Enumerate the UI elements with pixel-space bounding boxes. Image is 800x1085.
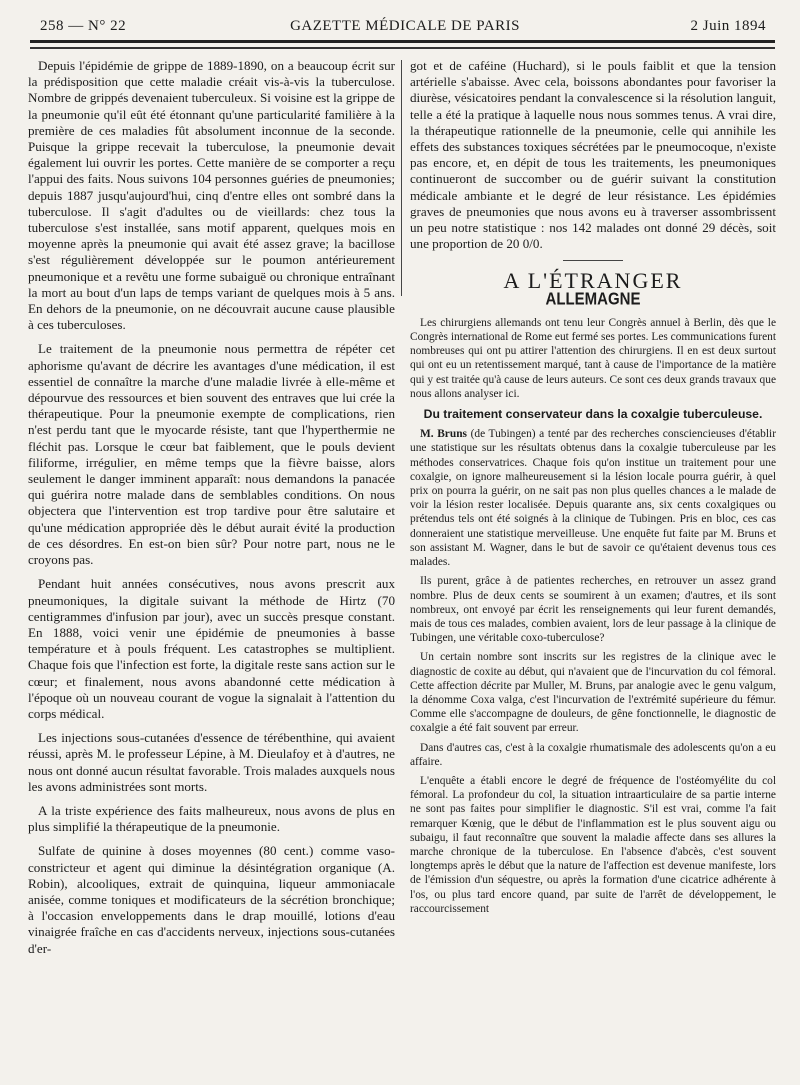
author-name: M. Bruns (420, 428, 467, 441)
header-rule-thin (30, 47, 775, 49)
header-rule-thick (30, 40, 775, 43)
right-paragraph: Ils purent, grâce à de patientes recherches, en retrouver un assez grand nombre. Plus de deux cents se soumirent à un examen; d'autres, et ils sont nombreux, ont envoyé par écrit les renseignements qui leur furent demandés, mais de tous ces malades, combien avaient, lors de leur passage à la clinique de Tubingen, une véritable coxo-tuberculose? (410, 575, 776, 645)
column-divider (401, 60, 402, 296)
left-paragraph: Les injections sous-cutanées d'essence de térébenthine, qui avaient réussi, après M. le professeur Lépine, à M. Dieulafoy et à d'autres, ne nous ont donné aucun résultat favorable. Trois malades auxquels nous les avons administrées sont morts. (28, 730, 395, 794)
right-paragraph: Un certain nombre sont inscrits sur les registres de la clinique avec le diagnostic de coxite au début, qui n'avaient que de l'incurvation du col fémoral. Cette affection décrite par Muller, M. Bruns, par analogie avec le genu valgum, la dénomme Coxa valga, c'est l'incurvation de l'extrémité supérieure du fémur. Comme elle s'accompagne de douleurs, de gêne fonctionnelle, le diagnostic de coxalgie a été fait souvent par erreur. (410, 651, 776, 735)
left-paragraph: Sulfate de quinine à doses moyennes (80 cent.) comme vaso-constricteur et agent qui diminue la désintégration organique (A. Robin), alcooliques, extrait de quinquina, liqueur ammoniacale anisée, comme toniques et modificateurs de la sécrétion bronchique; à l'occasion enveloppements dans le drap mouillé, lotions d'eau vinaigrée fraîche en cas d'accidents nerveux, injections sous-cutanées d'er- (28, 843, 395, 956)
bruns-text: (de Tubingen) a tenté par des recherches consciencieuses d'établir une statistique sur les résultats obtenus dans la coxalgie tuberculeuse par les méthodes conservatrices. Chaque fois qu'on institue un traitement pour une coxalgie, on ignore malheureusement si la lésion locale pourra guérir, à quel prix on pourra la guérir, on ne sait pas non plus quelles chances a le malade de voir la lésion rester localisée. Depuis quarante ans, six cents coxalgiques ou prétendus tels ont été soignés à la clinique de Tubingen. Pris en bloc, ces cas donneraient une statistique merveilleuse. Une enquête fut faite par M. Bruns et son assistant M. Wagner, dans le but de savoir ce qu'étaient devenus tous ces malades. (410, 428, 776, 569)
issue-date: 2 Juin 1894 (690, 18, 766, 34)
section-divider (563, 260, 623, 261)
right-column (410, 58, 776, 921)
foreign-news-body (410, 316, 776, 916)
left-column (28, 58, 395, 965)
bruns-paragraph (410, 427, 776, 569)
page-number: 258 — N° 22 (40, 18, 127, 34)
left-paragraph: A la triste expérience des faits malheureux, nous avons de plus en plus simplifié la thérapeutique de la pneumonie. (28, 802, 395, 835)
left-paragraph: Pendant huit années consécutives, nous avons prescrit aux pneumoniques, la digitale suivant la méthode de Hirtz (70 centigrammes d'infusion par jour), avec un succès presque constant. En 1888, voici venir une épidémie de pneumonies à basse température et à pouls fréquent. Les catastrophes se multiplient. Chaque fois que l'infection est forte, la digitale reste sans action sur le cœur; et finalement, nous avons abandonné cette médication à l'époque où un nouveau courant de vogue la signalait à l'attention du corps médical. (28, 576, 395, 721)
intro-paragraph: Les chirurgiens allemands ont tenu leur Congrès annuel à Berlin, dès que le Congrès international de Rome eut fermé ses portes. Les communications furent nombreuses qui ont pu attirer l'attention des chirurgiens. Il en est deux surtout qui ont eu un retentissement marqué, tant à cause de l'importance de la matière qui y est traitée qu'à cause de leurs auteurs. Ce sont ces deux grands travaux que nous allons analyser ici. (410, 316, 776, 400)
left-paragraph: Depuis l'épidémie de grippe de 1889-1890, on a beaucoup écrit sur la prédisposition que cette maladie créait vis-à-vis la tuberculose. Nombre de grippés devenaient tuberculeux. Si voisine est la grippe de la pneumonie qu'il eût été étonnant qu'une particularité familière à la première de ces maladies fût absolument inconnue de la seconde. Puisque la grippe recevait la tuberculose, la pneumonie devait également lui ouvrir les portes. Cette manière de se comporter a reçu l'appui des faits. Nous suivons 104 personnes guéries de pneumonies; depuis 1887 jusqu'aujourd'hui, cinq d'entre elles ont sombré dans la tuberculose. Il s'agit d'adultes ou de vieillards: chez tous la tuberculose s'est installée, sans motif apparent, quelques mois en moyenne après la pneumonie qui avait été assez grave; la bacillose s'est régulièrement développée sur le poumon antérieurement pneumonique et a revêtu une forme subaiguë ou chronique entraînant la mort au bout d'un laps de temps variant de quelques mois à 5 ans. En dehors de la pneumonie, on ne découvrait aucune cause plausible à ces tuberculoses. (28, 58, 395, 333)
right-paragraph: L'enquête a établi encore le degré de fréquence de l'ostéomyélite du col fémoral. La profondeur du col, la situation intraarticulaire de sa partie interne ne sont pas faites pour simplifier le diagnostic. S'il est vrai, comme l'a fait remarquer Kœnig, que le début de l'inflammation est le plus souvent aigu ou subaigu, il faut reconnaître que souvent la maladie affecte dans ses allures la marche chronique de la tuberculose. En l'absence d'abcès, c'est souvent longtemps après le début que la nature de l'affection est devenue manifeste, lors de l'émission d'un séquestre, ou après la formation d'une cicatrice adhérente à l'os, ou plus tard encore quand, par suite de l'arrêt de développement, le raccourcissement (410, 774, 776, 915)
journal-title: GAZETTE MÉDICALE DE PARIS (290, 18, 520, 34)
right-top-paragraph: got et de caféine (Huchard), si le pouls faiblit et que la tension artérielle s'abaisse. Avec cela, boissons abondantes pour favoriser la diurèse, vésicatoires pendant la convalescence si la résolution languit, telle a été la pratique à laquelle nous nous sommes tenus. A vrai dire, la thérapeutique rationnelle de la pneumonie, celle qui annihile les effets des substances toxiques sécrétées par le pneumocoque, n'existe pas encore, et, en dépit de tous les traitements, les pneumoniques continueront de succomber ou de guérir suivant la constitution médicale ambiante et le degré de leur résistance. Les épidémies graves de pneumonies que nous avons eu à traverser assombrissent un peu notre statistique : nos 142 malades ont donné 29 décès, soit une proportion de 20 0/0. (410, 58, 776, 252)
page-header (30, 18, 780, 38)
section-subtitle: ALLEMAGNE (545, 289, 641, 309)
section-title: A L'ÉTRANGER (503, 268, 683, 294)
article-subheading: Du traitement conservateur dans la coxalgie tuberculeuse. (423, 407, 763, 422)
right-paragraph: Dans d'autres cas, c'est à la coxalgie rhumatismale des adolescents qu'on a eu affaire. (410, 741, 776, 768)
left-paragraph: Le traitement de la pneumonie nous permettra de répéter cet aphorisme qu'avant de décrire les avantages d'une médication, il est essentiel de connaître la marche d'une maladie livrée à elle-même et dépourvue des ressources et bien souvent des entraves que lui crée la thérapeutique. Pour la pneumonie exempte de complications, rien n'est perdu tant que le myocarde résiste, tant que l'hyperthermie ne fléchit pas. Lorsque le cœur bat faiblement, que le pouls devient filiforme, irrégulier, en même temps que la fièvre baisse, alors seulement le danger imminent apparaît: nous demandons la panacée qui guérira notre malade dans de semblables conditions. On nous objectera que l'intervention est trop tardive pour être salutaire et qu'une médication appropriée dès le début aurait évité la production de ces désordres. En est-on bien sûr? Pour notre part, nous ne le croyons pas. (28, 341, 395, 568)
